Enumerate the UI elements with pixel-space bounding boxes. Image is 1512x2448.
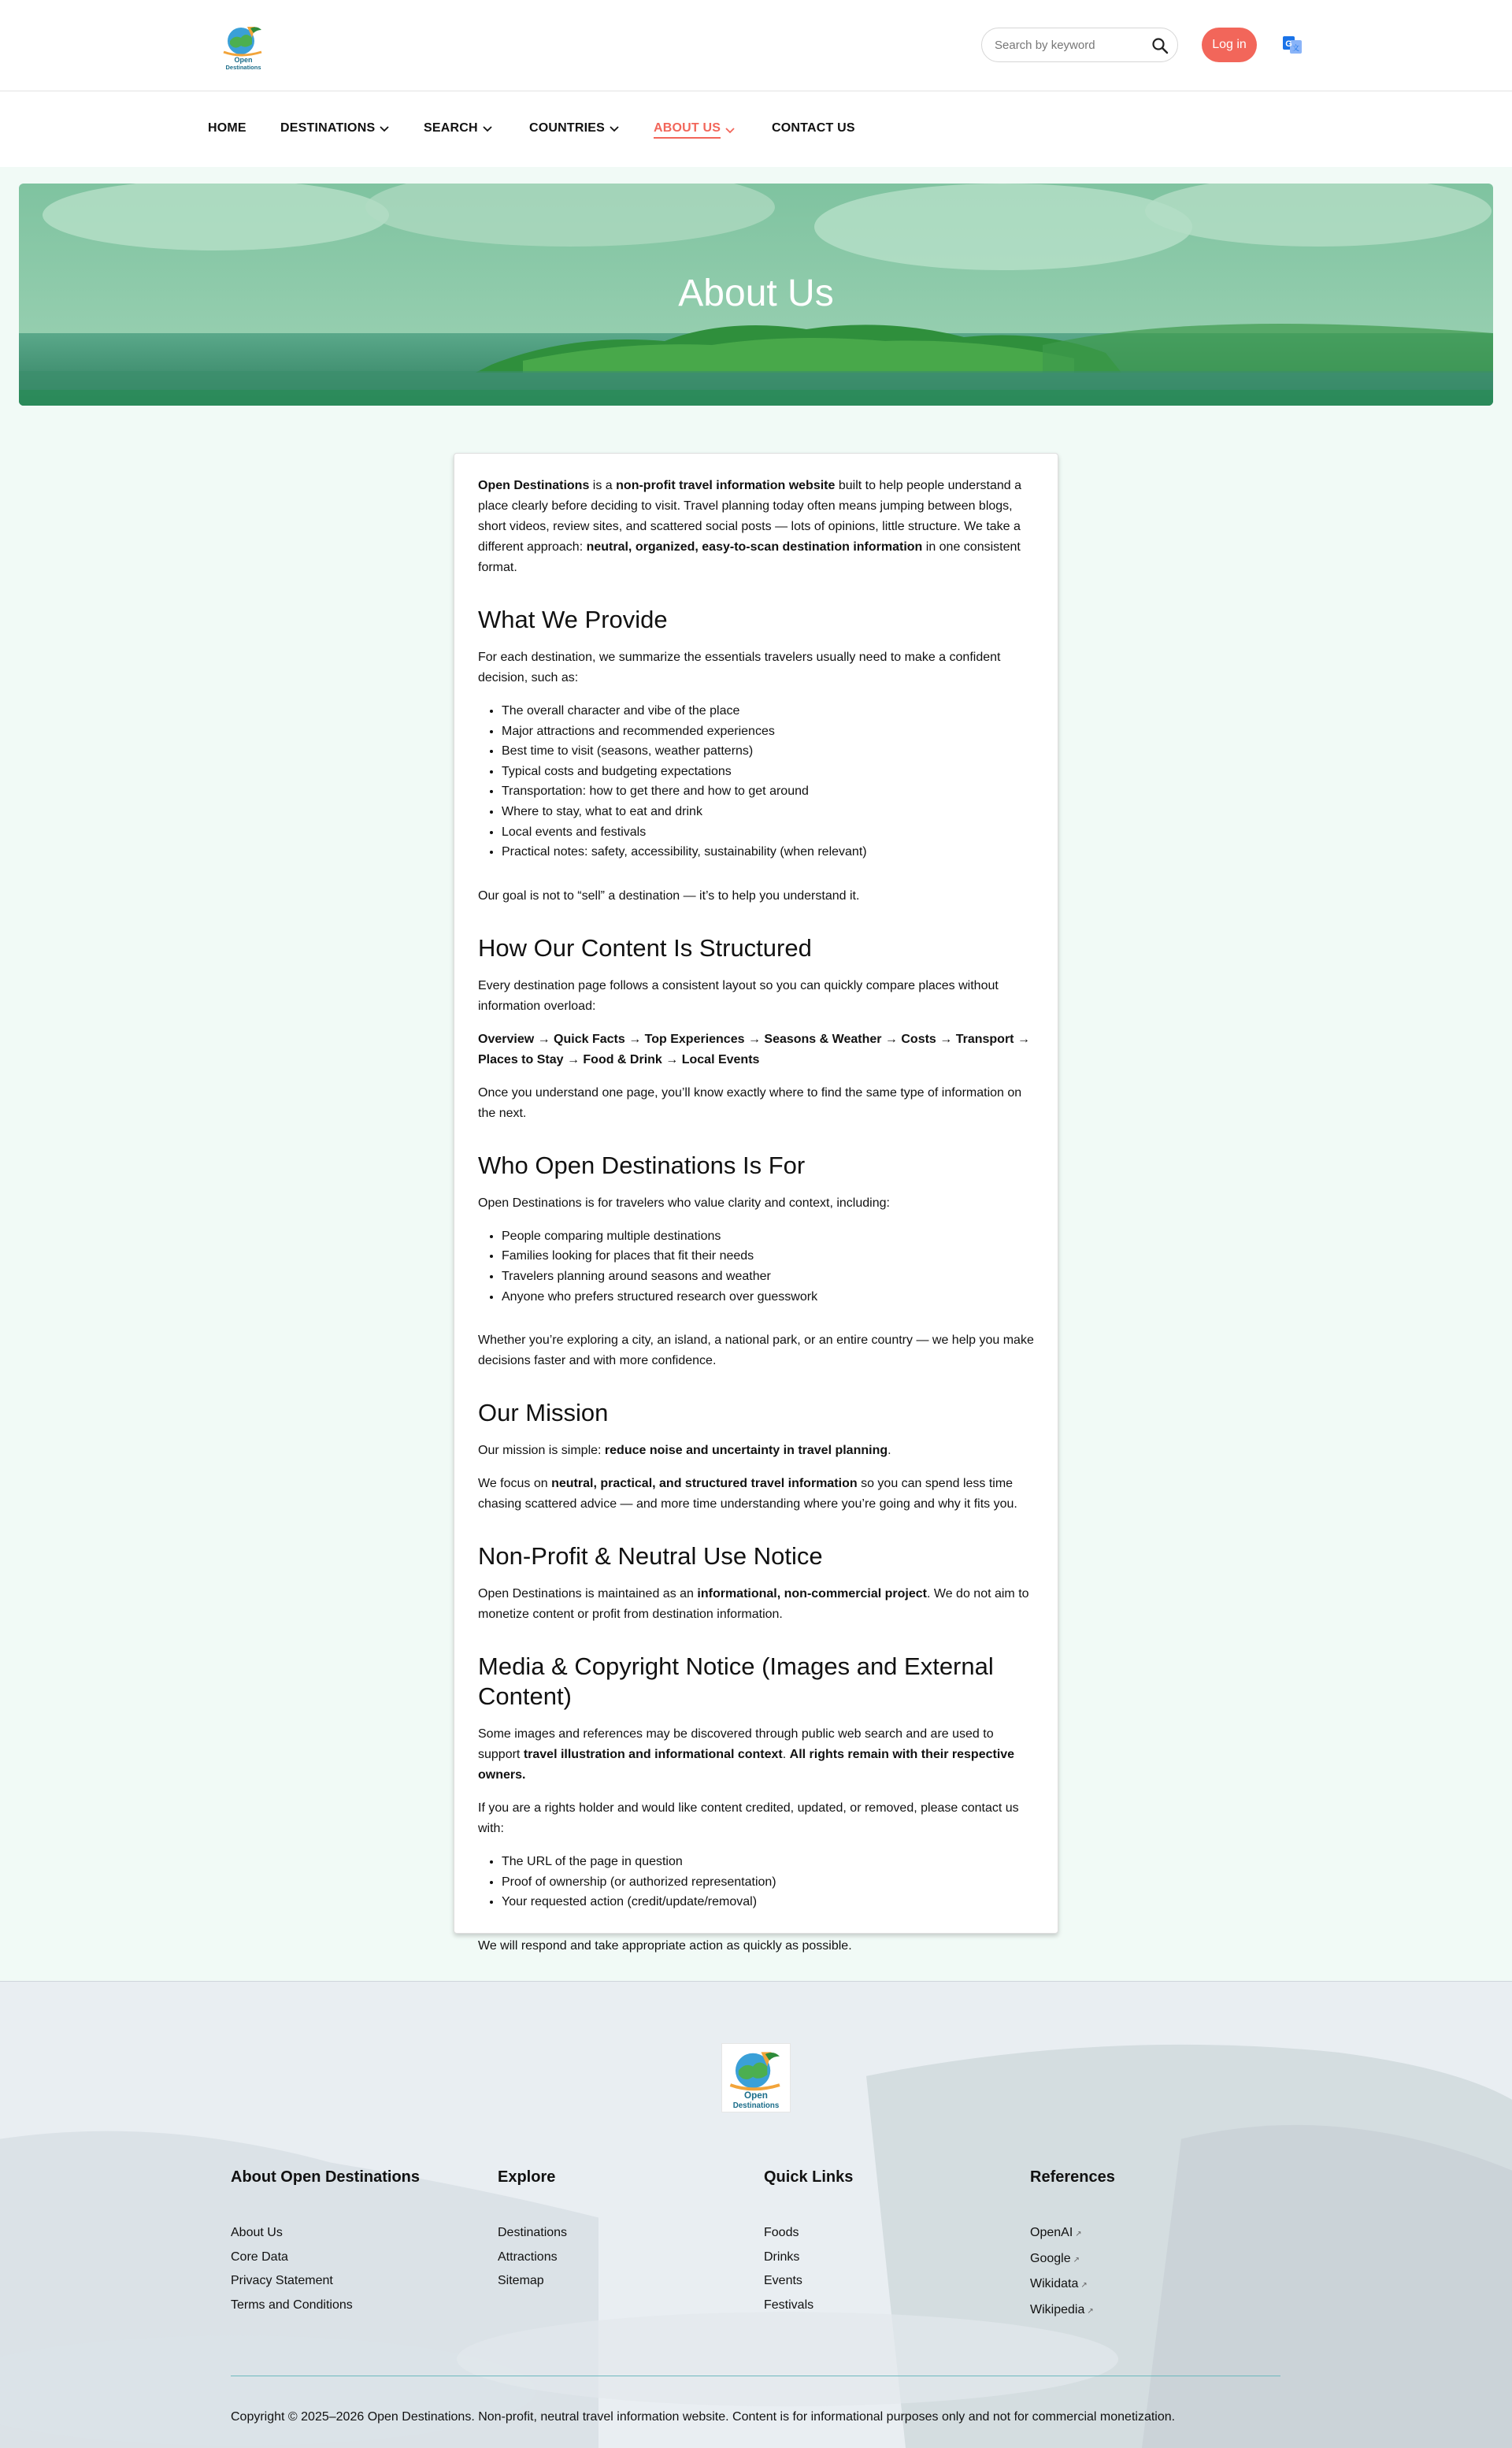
list-item: • Where to stay, what to eat and drink — [502, 802, 1034, 822]
footer-link-wikidata[interactable] — [1030, 2272, 1115, 2298]
nav-search-label: SEARCH — [424, 121, 478, 135]
heading-audience: Who Open Destinations Is For — [478, 1151, 806, 1179]
audience-closing: Whether you’re exploring a city, an island, a national park, or an entire country — we help you make decisions faster and with more confidence. — [478, 1333, 1034, 1368]
main-nav — [0, 91, 1512, 167]
structure-lead: Every destination page follows a consistent layout so you can quickly compare places without information overload: — [478, 978, 999, 1013]
footer-link-attractions[interactable]: Attractions — [498, 2250, 558, 2264]
mission-text-1a: Our mission is simple: — [478, 1444, 605, 1458]
main-content — [0, 406, 1512, 1981]
login-button[interactable]: Log in — [1202, 28, 1257, 62]
footer-link-festivals[interactable]: Festivals — [764, 2298, 814, 2312]
svg-text:文: 文 — [1292, 45, 1300, 53]
nav-search[interactable] — [424, 121, 494, 135]
intro-text-2: built to help people understand a place clearly before deciding to visit. Travel planning today often means jumping between blogs, short videos, review sites, and scattered social posts — lots of opinions, little structure. We take a different approach: — [478, 479, 1022, 554]
media-emphasis-2: All rights remain with their respective owners. — [478, 1748, 1015, 1782]
mission-text-2c: so you can spend less time chasing scattered advice — and more time understanding where you’re going and why it fits you. — [478, 1477, 1017, 1511]
copyright-text: Copyright © 2025–2026 Open Destinations. Non-profit, neutral travel information website. Content is for informational purposes only and not for commercial monetization. — [231, 2410, 1176, 2424]
footer-logo[interactable] — [721, 2043, 791, 2112]
intro-paragraph — [478, 476, 1034, 578]
site-logo[interactable] — [217, 20, 269, 72]
structure-flow-text: Overview → Quick Facts → Top Experiences → Seasons & Weather → Costs → Transport → Places to Stay → Food & Drink → Local Events — [478, 1032, 1030, 1066]
nav-destinations-label: DESTINATIONS — [280, 121, 376, 135]
footer-col-title: References — [1030, 2168, 1115, 2186]
heading-what-we-provide: What We Provide — [478, 606, 668, 633]
list-item: • Anyone who prefers structured research over guesswork — [502, 1287, 1034, 1307]
heading-media-copyright: Media & Copyright Notice (Images and External Content) — [478, 1652, 994, 1711]
nav-countries-label: COUNTRIES — [529, 121, 606, 135]
mission-paragraph-2 — [478, 1474, 1034, 1515]
audience-lead: Open Destinations is for travelers who value clarity and context, including: — [478, 1196, 890, 1210]
svg-text:G: G — [1285, 39, 1292, 49]
media-paragraph-1 — [478, 1724, 1034, 1786]
heading-content-structure: How Our Content Is Structured — [478, 933, 812, 962]
about-card — [454, 453, 1058, 1953]
media-text-1a: Some images and references may be discovered through public web search and are used to support — [478, 1727, 994, 1762]
footer-link-privacy[interactable]: Privacy Statement — [231, 2274, 333, 2288]
media-emphasis-1: travel illustration and informational context — [523, 1748, 783, 1762]
search-input[interactable] — [995, 28, 1144, 61]
footer-link-openai[interactable] — [1030, 2221, 1115, 2247]
footer-col-title: About Open Destinations — [231, 2168, 420, 2186]
structure-closing: Once you understand one page, you’ll know exactly where to find the same type of information on the next. — [478, 1085, 1022, 1120]
nav-about-us-label: ABOUT US — [654, 121, 721, 139]
list-item: • Families looking for places that fit their needs — [502, 1246, 1034, 1267]
footer-logo-image — [722, 2044, 790, 2112]
intro-text-3: in one consistent format. — [478, 540, 1021, 574]
footer-link-label: Wikidata — [1030, 2277, 1079, 2291]
nav-countries[interactable] — [529, 121, 621, 135]
footer-link-label: Wikipedia — [1030, 2302, 1085, 2316]
top-header — [0, 0, 1512, 91]
intro-brand: Open Destinations — [478, 479, 590, 492]
audience-list — [502, 1226, 1034, 1307]
footer-col-about — [231, 2168, 420, 2317]
mission-text-1c: . — [888, 1444, 891, 1458]
intro-emphasis-2: neutral, organized, easy-to-scan destination information — [586, 540, 923, 554]
svg-text:Destinations: Destinations — [732, 2101, 780, 2110]
provide-closing: Our goal is not to “sell” a destination — it’s to help you understand it. — [478, 888, 860, 903]
chevron-down-icon — [608, 122, 621, 135]
provide-lead: For each destination, we summarize the essentials travelers usually need to make a confident decision, such as: — [478, 651, 1001, 684]
list-item: • The overall character and vibe of the place — [502, 701, 1034, 721]
footer-link-destinations[interactable]: Destinations — [498, 2226, 568, 2239]
footer-link-core-data[interactable]: Core Data — [231, 2250, 288, 2264]
footer-col-title: Quick Links — [764, 2168, 854, 2186]
mission-emphasis-2: neutral, practical, and structured travel information — [551, 1477, 858, 1491]
footer-col-references — [1030, 2168, 1115, 2324]
search-box — [981, 28, 1178, 62]
nav-about-us[interactable] — [654, 121, 736, 139]
nonprofit-emphasis: informational, non-commercial project — [697, 1587, 927, 1601]
search-icon[interactable] — [1151, 36, 1169, 55]
list-item: • Your requested action (credit/update/removal) — [502, 1892, 1034, 1912]
svg-text:Open: Open — [234, 56, 253, 64]
translate-icon[interactable] — [1282, 35, 1303, 55]
footer-link-about-us[interactable]: About Us — [231, 2226, 283, 2239]
site-footer — [0, 1981, 1512, 2448]
hero-banner — [19, 184, 1493, 406]
footer-link-foods[interactable]: Foods — [764, 2226, 799, 2239]
footer-link-drinks[interactable]: Drinks — [764, 2250, 800, 2264]
media-lead: If you are a rights holder and would like content credited, updated, or removed, please contact us with: — [478, 1801, 1019, 1836]
list-item: • Major attractions and recommended experiences — [502, 721, 1034, 742]
external-link-icon: ↗ — [1075, 2230, 1082, 2238]
chevron-down-icon — [481, 122, 494, 135]
nav-destinations[interactable] — [280, 121, 391, 135]
nav-home-label: HOME — [208, 121, 246, 135]
chevron-down-icon — [378, 122, 391, 135]
structure-flow — [478, 1029, 1034, 1070]
footer-link-wikipedia[interactable] — [1030, 2298, 1115, 2324]
media-list — [502, 1852, 1034, 1912]
list-item: • Proof of ownership (or authorized representation) — [502, 1872, 1034, 1893]
mission-paragraph-1 — [478, 1441, 1034, 1461]
external-link-icon: ↗ — [1087, 2306, 1094, 2316]
page-title: About Us — [678, 273, 834, 314]
intro-emphasis-1: non-profit travel information website — [616, 479, 836, 492]
list-item: • Travelers planning around seasons and weather — [502, 1267, 1034, 1287]
footer-link-sitemap[interactable]: Sitemap — [498, 2274, 544, 2288]
external-link-icon: ↗ — [1080, 2281, 1088, 2290]
list-item: • Practical notes: safety, accessibility, sustainability (when relevant) — [502, 842, 1034, 862]
mission-emphasis-1: reduce noise and uncertainty in travel planning — [604, 1444, 888, 1458]
nav-contact-us[interactable] — [772, 121, 855, 135]
chevron-down-icon — [724, 124, 736, 136]
footer-link-google[interactable] — [1030, 2247, 1115, 2273]
media-text-1c: . — [782, 1748, 790, 1762]
footer-link-label: OpenAI — [1030, 2226, 1073, 2239]
external-link-icon: ↗ — [1073, 2255, 1080, 2264]
nonprofit-text-c: . We do not aim to monetize content or profit from destination information. — [478, 1587, 1029, 1622]
footer-link-label: Google — [1030, 2251, 1071, 2265]
list-item: • Transportation: how to get there and how to get around — [502, 781, 1034, 802]
footer-col-explore — [498, 2168, 567, 2294]
provide-list — [502, 701, 1034, 862]
list-item: • The URL of the page in question — [502, 1852, 1034, 1872]
footer-link-events[interactable]: Events — [764, 2274, 802, 2288]
intro-text-1: is a — [589, 479, 617, 492]
svg-text:Destinations: Destinations — [225, 64, 261, 71]
list-item: • People comparing multiple destinations — [502, 1226, 1034, 1247]
list-item: • Typical costs and budgeting expectations — [502, 762, 1034, 782]
list-item: • Best time to visit (seasons, weather patterns) — [502, 741, 1034, 762]
svg-text:Open: Open — [744, 2090, 768, 2101]
heading-mission: Our Mission — [478, 1399, 609, 1427]
media-closing: We will respond and take appropriate action as quickly as possible. — [478, 1938, 852, 1953]
mission-text-2a: We focus on — [478, 1477, 552, 1491]
footer-col-quick-links — [764, 2168, 853, 2317]
list-item: • Local events and festivals — [502, 822, 1034, 843]
heading-nonprofit-notice: Non-Profit & Neutral Use Notice — [478, 1542, 823, 1571]
nav-contact-us-label: CONTACT US — [772, 121, 855, 135]
nonprofit-paragraph — [478, 1584, 1034, 1625]
footer-link-terms[interactable]: Terms and Conditions — [231, 2298, 353, 2312]
nonprofit-text-a: Open Destinations is maintained as an — [478, 1587, 698, 1601]
nav-home[interactable] — [208, 121, 246, 135]
footer-col-title: Explore — [498, 2168, 556, 2186]
